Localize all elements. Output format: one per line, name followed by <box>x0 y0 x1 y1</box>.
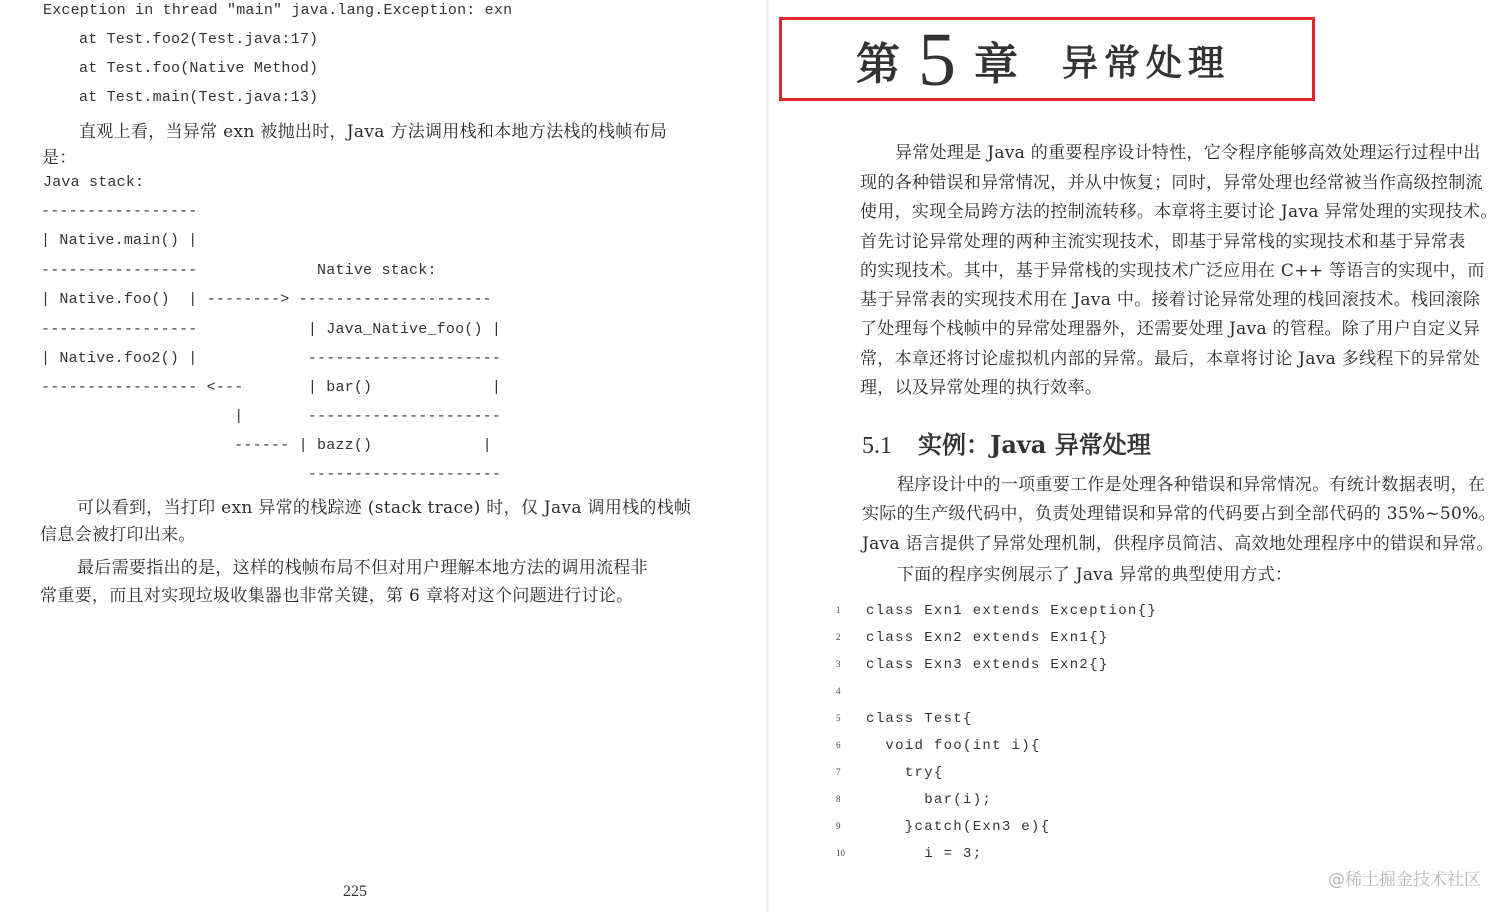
code-line <box>836 657 1109 673</box>
diagram-line: ----------------- | Java_Native_foo() | <box>41 321 502 338</box>
line-number: 8 <box>836 794 841 805</box>
paragraph-line: 直观上看，当异常 exn 被抛出时，Java 方法调用栈和本地方法栈的栈帧布局 <box>79 122 668 142</box>
diagram-line: ------ | bazz() | <box>41 437 492 454</box>
code-line <box>836 630 1109 646</box>
diagram-line: | --------------------- <box>41 408 502 425</box>
stack-trace-frame: at Test.main(Test.java:13) <box>79 89 319 106</box>
intro-line: 了处理每个栈帧中的异常处理器外，还需要处理 Java 的管程。除了用户自定义异 <box>860 319 1481 339</box>
code-text: bar(i); <box>866 792 993 808</box>
paragraph-line: 信息会被打印出来。 <box>40 525 196 545</box>
java-stack-label: Java stack: <box>43 174 145 191</box>
code-line <box>836 846 982 862</box>
chapter-prefix: 第 <box>856 39 900 90</box>
section-line: Java 语言提供了异常处理机制，供程序员简洁、高效地处理程序中的错误和异常。 <box>862 534 1494 554</box>
intro-line: 常，本章还将讨论虚拟机内部的异常。最后，本章将讨论 Java 多线程下的异常处 <box>860 349 1481 369</box>
page-number: 225 <box>343 883 367 900</box>
code-line <box>836 765 944 781</box>
section-line: 程序设计中的一项重要工作是处理各种错误和异常情况。有统计数据表明，在 <box>897 475 1486 495</box>
line-number: 7 <box>836 767 841 778</box>
line-number: 5 <box>836 713 841 724</box>
watermark: @稀土掘金技术社区 <box>1328 870 1481 890</box>
section-heading <box>862 425 1151 460</box>
chapter-name: 异常处理 <box>1062 41 1231 84</box>
paragraph-line: 可以看到，当打印 exn 异常的栈踪迹 (stack trace) 时，仅 Java 调用栈的栈帧 <box>77 498 692 518</box>
line-number: 10 <box>836 848 845 859</box>
line-number: 2 <box>836 632 841 643</box>
stack-trace-frame: at Test.foo2(Test.java:17) <box>79 31 319 48</box>
diagram-line: ----------------- Native stack: <box>41 262 437 279</box>
code-line <box>836 819 1050 835</box>
diagram-line: ----------------- <box>41 203 198 220</box>
diagram-line: | Native.foo() | --------> --------------------- <box>41 291 492 308</box>
intro-line: 基于异常表的实现技术用在 Java 中。接着讨论异常处理的栈回滚技术。栈回滚除 <box>860 290 1481 310</box>
intro-line: 现的各种错误和异常情况，并从中恢复；同时，异常处理也经常被当作高级控制流 <box>860 173 1483 193</box>
line-number: 9 <box>836 821 841 832</box>
code-line <box>836 738 1041 754</box>
code-text: class Exn2 extends Exn1{} <box>866 630 1109 646</box>
code-text: i = 3; <box>866 846 983 862</box>
paragraph-line: 最后需要指出的是，这样的栈帧布局不但对用户理解本地方法的调用流程非 <box>77 558 648 578</box>
intro-line: 异常处理是 Java 的重要程序设计特性，它令程序能够高效处理运行过程中出 <box>895 143 1481 163</box>
stack-trace-header: Exception in thread "main" java.lang.Exception: exn <box>43 2 513 19</box>
code-line <box>836 603 1157 619</box>
code-text: void foo(int i){ <box>866 738 1041 754</box>
diagram-line: | Native.main() | <box>41 232 198 249</box>
chapter-title <box>856 20 1230 100</box>
diagram-line: --------------------- <box>41 466 502 483</box>
section-line: 实际的生产级代码中，负责处理错误和异常的代码要占到全部代码的 35%~50%。 <box>862 504 1496 524</box>
stack-trace-frame: at Test.foo(Native Method) <box>79 60 319 77</box>
intro-line: 使用，实现全局跨方法的控制流转移。本章将主要讨论 Java 异常处理的实现技术。 <box>860 202 1498 222</box>
code-text: }catch(Exn3 e){ <box>866 819 1051 835</box>
code-text: class Exn1 extends Exception{} <box>866 603 1158 619</box>
line-number: 6 <box>836 740 841 751</box>
intro-line: 首先讨论异常处理的两种主流实现技术，即基于异常栈的实现技术和基于异常表 <box>860 232 1466 252</box>
code-line <box>836 684 866 700</box>
section-title: 实例：Java 异常处理 <box>918 430 1151 459</box>
code-text: class Exn3 extends Exn2{} <box>866 657 1109 673</box>
chapter-suffix: 章 <box>974 39 1018 90</box>
line-number: 3 <box>836 659 841 670</box>
chapter-number: 5 <box>918 18 956 102</box>
code-line <box>836 711 973 727</box>
intro-line: 理，以及异常处理的执行效率。 <box>860 378 1103 398</box>
diagram-line: | Native.foo2() | --------------------- <box>41 350 502 367</box>
intro-line: 的实现技术。其中，基于异常栈的实现技术广泛应用在 C++ 等语言的实现中，而 <box>860 261 1485 281</box>
line-number: 4 <box>836 686 841 697</box>
line-number: 1 <box>836 605 841 616</box>
paragraph-line: 常重要，而且对实现垃圾收集器也非常关键，第 6 章将对这个问题进行讨论。 <box>40 586 634 606</box>
diagram-line: ----------------- <--- | bar() | <box>41 379 502 396</box>
section-line: 下面的程序实例展示了 Java 异常的典型使用方式： <box>897 565 1293 585</box>
code-text: class Test{ <box>866 711 973 727</box>
section-number: 5.1 <box>862 433 892 459</box>
code-text: try{ <box>866 765 944 781</box>
paragraph-line: 是： <box>42 148 77 168</box>
code-line <box>836 792 992 808</box>
